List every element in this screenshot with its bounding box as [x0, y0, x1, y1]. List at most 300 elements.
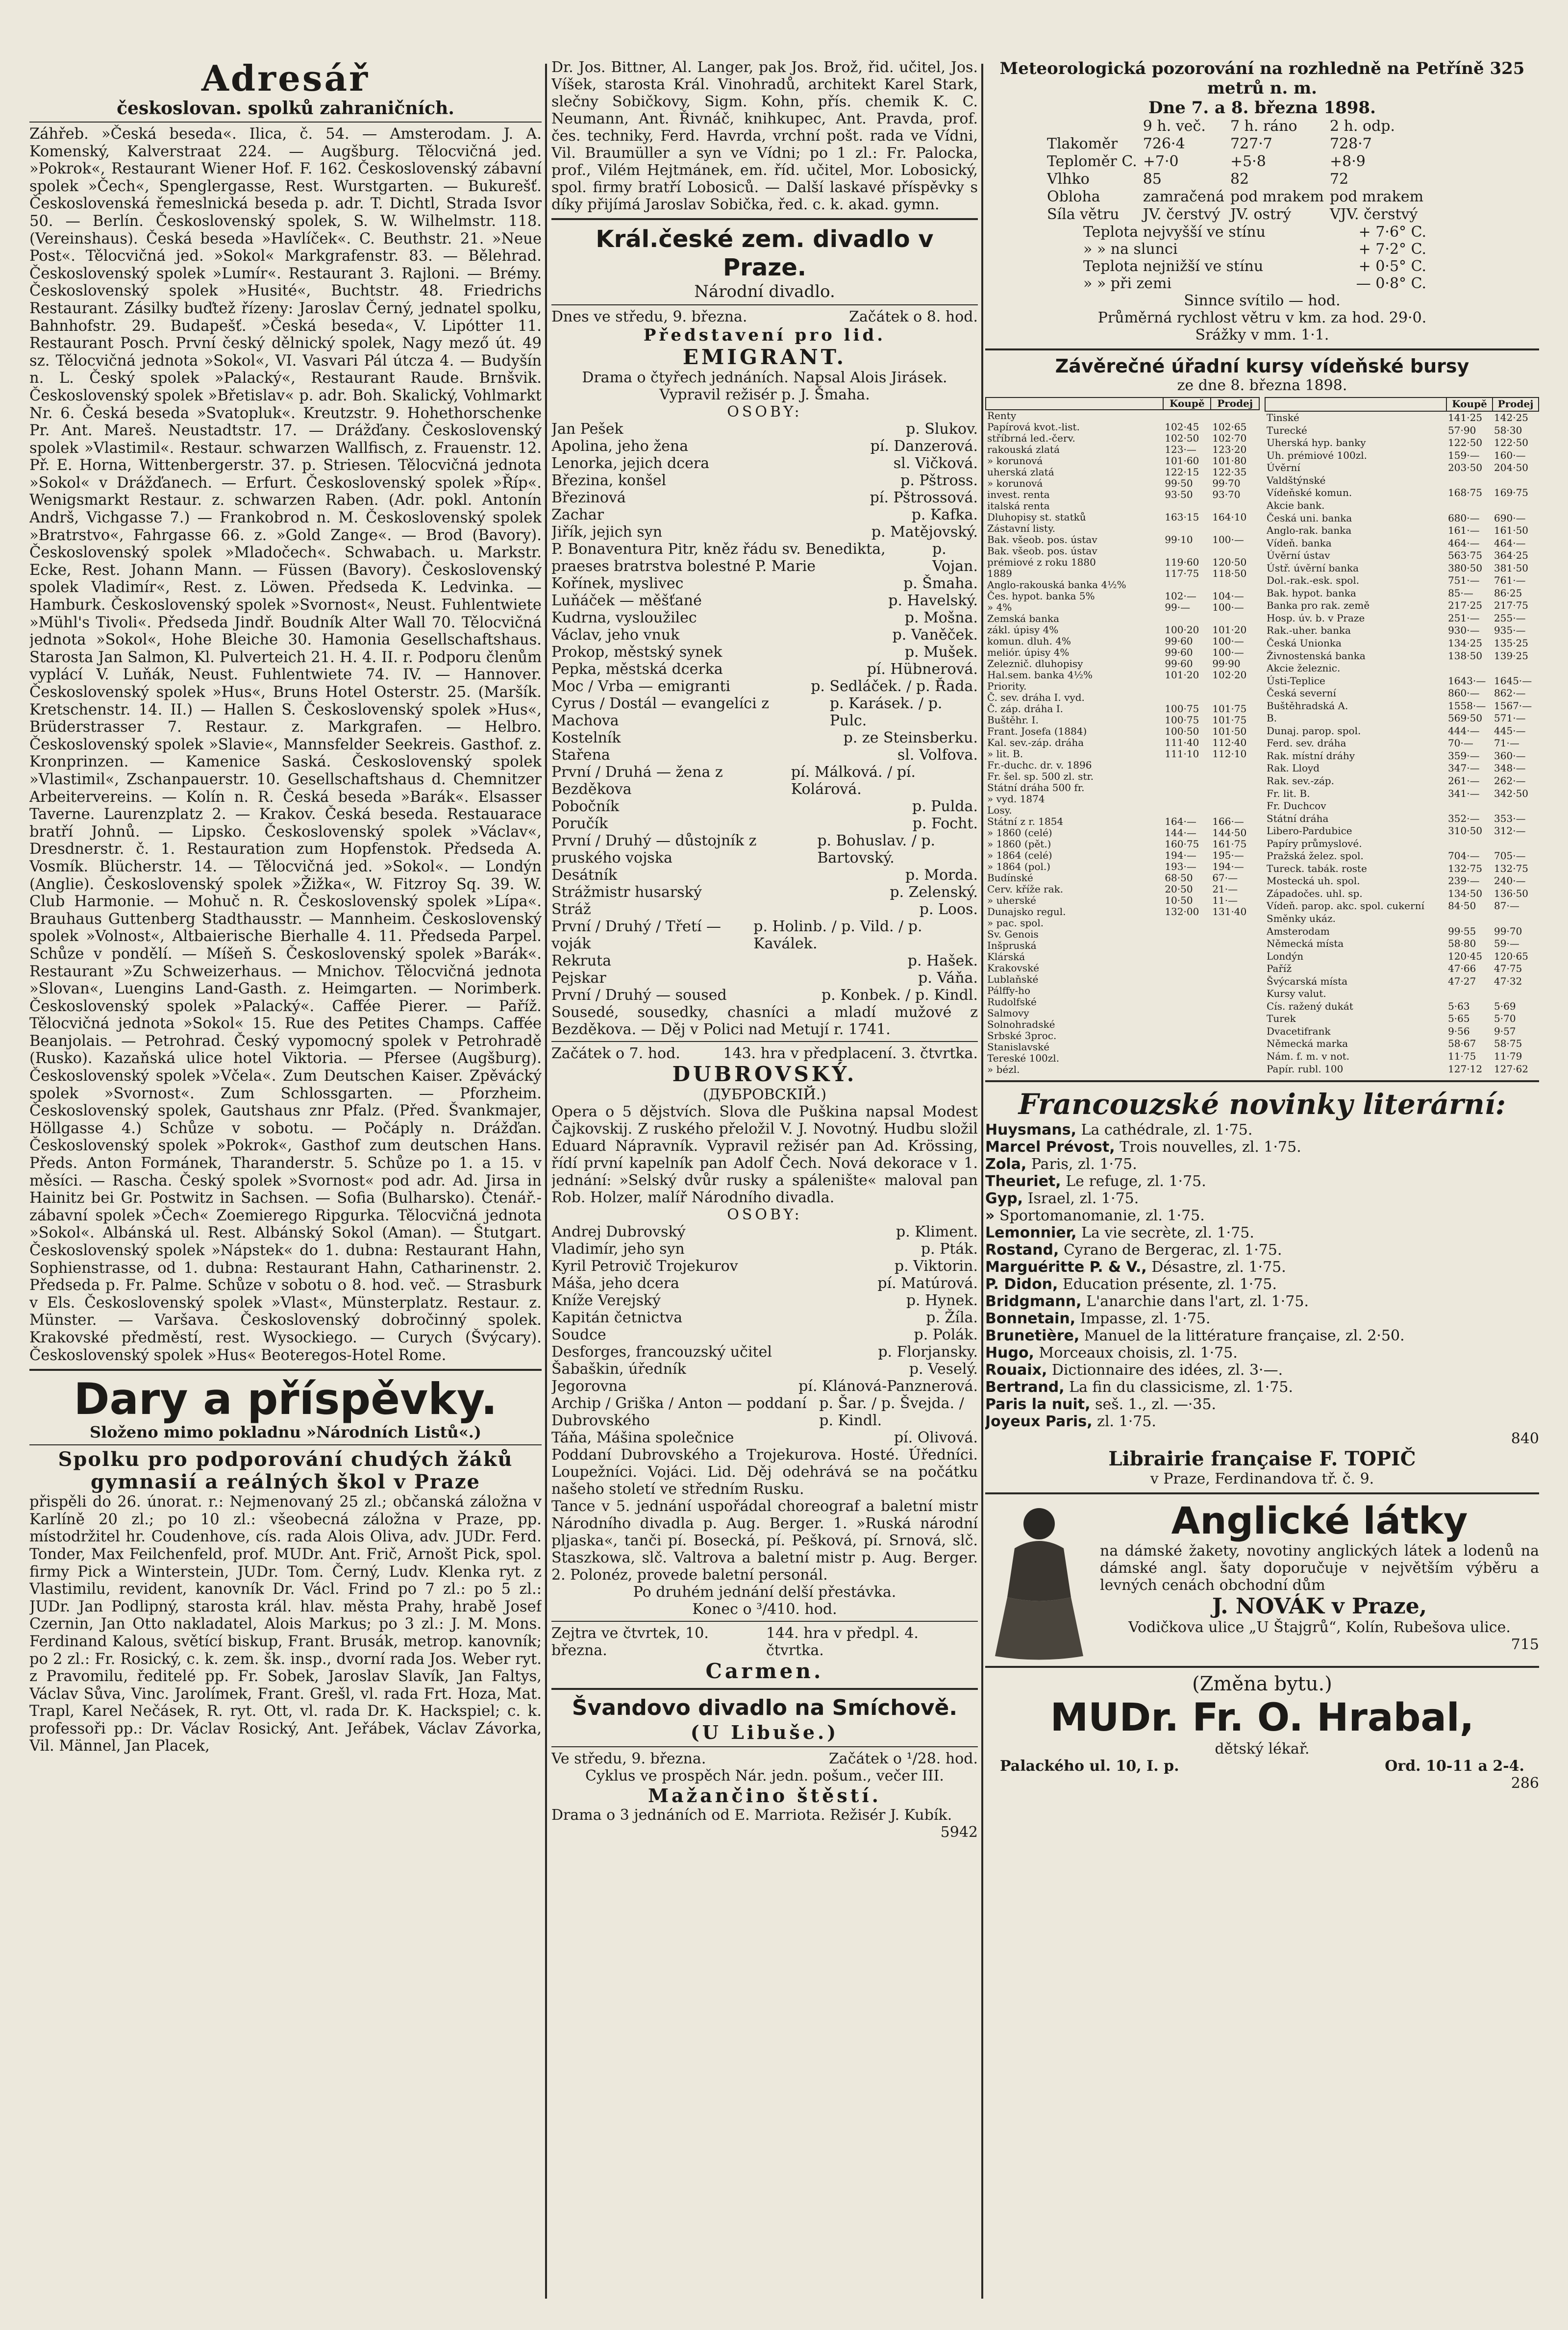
- kurs-row: [986, 467, 1259, 478]
- kurs-cell: 9·57: [1494, 1025, 1516, 1037]
- kurs-cell: [1163, 681, 1211, 692]
- meteo-cell: Teploměr C.: [1047, 153, 1137, 170]
- kurs-cell: [1211, 793, 1259, 805]
- novinky-author: Paris la nuit,: [985, 1396, 1091, 1413]
- kurs-cell: Akcie železnic.: [1267, 662, 1341, 674]
- kurs-cell: 99·90: [1212, 658, 1241, 669]
- novinky-author: Gyp,: [985, 1190, 1023, 1207]
- kurs-row: [1265, 599, 1539, 612]
- smichov-title: Švandovo divadlo na Smíchově.: [572, 1695, 958, 1720]
- kurs-cell: 1645·—: [1494, 674, 1532, 687]
- kurs-cell: 84·50: [1448, 900, 1476, 912]
- kurs-row: [986, 748, 1259, 760]
- kurs-cell: 11·79: [1494, 1050, 1522, 1063]
- kurs-cell: 217·25: [1448, 599, 1483, 612]
- kurs-cell: 99·55: [1448, 925, 1476, 937]
- kurs-cell: 99·60: [1165, 658, 1193, 669]
- kurs-cell: [1211, 917, 1259, 929]
- kurs-cell: Státní z r. 1854: [987, 816, 1064, 827]
- kurs-row: [1265, 875, 1539, 888]
- cast-role: Cyrus / Dostál — evangelíci z Machova: [551, 695, 770, 729]
- kurs-row: [1265, 424, 1539, 437]
- novinky-title-text: Education présente, zl. 1·75.: [1062, 1276, 1277, 1293]
- anglicke-body: na dámské žakety, novotiny anglických látek a lodenů na dámské angl. šaty doporučuje v největším výběru a levných cenách obchodní dům: [1100, 1542, 1539, 1594]
- cast-actor: p. Loos.: [919, 901, 978, 918]
- kurs-cell: Ústř. úvěrní banka: [1267, 562, 1359, 574]
- novinky-title-text: seš. 1., zl. —·35.: [1095, 1396, 1217, 1413]
- cast-role: Luňáček — měšťané: [551, 592, 702, 609]
- kurs-cell: 1567·—: [1494, 699, 1532, 712]
- kurs-cell: Pálffy-ho: [987, 985, 1031, 996]
- kurs-cell: 571·—: [1494, 712, 1526, 724]
- cast-actor: p. Pulda.: [912, 798, 978, 815]
- kurs-cell: Inšpruská: [987, 940, 1037, 951]
- cast-actor: p. ze Steinsberku.: [843, 729, 978, 746]
- kursy-title: Závěrečné úřadní kursy vídeňské bursy: [1055, 355, 1469, 377]
- cast-actor: p. Havelský.: [888, 592, 978, 609]
- cast-row: [551, 1292, 978, 1309]
- kurs-cell: Banka pro rak. země: [1267, 599, 1370, 612]
- cast-role: První / Druhý — důstojník z pruského vojska: [551, 832, 757, 867]
- cast-row: [551, 695, 978, 729]
- novinky-title-text: Impasse, zl. 1·75.: [1080, 1310, 1211, 1327]
- kurs-cell: 251·—: [1448, 612, 1480, 624]
- kurs-row: [1265, 487, 1539, 499]
- novinky-title: Francouzské novinky literární:: [1018, 1088, 1506, 1121]
- kurs-cell: Dluhopisy st. statků: [987, 511, 1086, 523]
- kurs-cell: 5·65: [1448, 1013, 1470, 1025]
- meteo-cell: 72: [1330, 171, 1349, 188]
- kurs-cell: 122·50: [1494, 437, 1529, 449]
- kurs-cell: » vyd. 1874: [987, 793, 1045, 805]
- kurs-row: [1265, 549, 1539, 562]
- kurs-cell: 21·—: [1212, 883, 1238, 895]
- cast-role: Pobočník: [551, 798, 620, 815]
- kurs-cell: [1211, 681, 1259, 692]
- meteo-extra-value: — 0·8° C.: [1356, 275, 1426, 292]
- kurs-cell: Hal.sem. banka 4½%: [987, 669, 1093, 681]
- kurs-cell: Úvěrní ústav: [1267, 549, 1330, 562]
- kurs-cell: [1493, 837, 1539, 850]
- anglicke-firm: J. NOVÁK v Praze,: [1212, 1594, 1427, 1619]
- meteo-extra-label: » » při zemi: [1083, 275, 1172, 292]
- kurs-cell: Rak. Lloyd: [1267, 762, 1320, 774]
- kurs-cell: Zástavní listy.: [987, 522, 1056, 534]
- hrabal-role: dětský lékař.: [1215, 1740, 1310, 1758]
- cast-role: Březina, konšel: [551, 472, 667, 489]
- kurs-cell: [1211, 929, 1259, 940]
- kurs-cell: 134·50: [1448, 887, 1483, 899]
- kurs-cell: 166·—: [1212, 816, 1244, 827]
- cast-actor: p. Focht.: [912, 815, 978, 832]
- kursy-head: Prodej: [1211, 397, 1259, 410]
- cast-row: [551, 832, 978, 867]
- smichov-cyklus: Cyklus ve prospěch Nár. jedn. pošum., večer III.: [585, 1767, 944, 1785]
- kurs-cell: 160·—: [1494, 449, 1526, 461]
- kurs-cell: 239·—: [1448, 875, 1480, 887]
- kurs-row: [1265, 712, 1539, 725]
- hrabal-top: (Změna bytu.): [1192, 1673, 1332, 1695]
- column-1: [29, 59, 542, 2294]
- novinky-author: Theuriet,: [985, 1173, 1061, 1190]
- cast-role: Rekruta: [551, 952, 612, 969]
- kurs-cell: [1446, 474, 1493, 487]
- narodni-konec: Konec o ³/410. hod.: [692, 1601, 837, 1618]
- kurs-row: [1265, 699, 1539, 712]
- kurs-cell: 127·12: [1448, 1063, 1483, 1075]
- divider: [29, 1444, 542, 1445]
- kurs-cell: 194·—: [1212, 861, 1244, 872]
- kurs-row: [1265, 462, 1539, 474]
- divider: [551, 1041, 978, 1042]
- kurs-cell: 5·63: [1448, 1000, 1470, 1012]
- kurs-cell: 132·75: [1448, 862, 1483, 874]
- novinky-author: Joyeux Paris,: [985, 1413, 1093, 1430]
- cast-role: Poručík: [551, 815, 608, 832]
- narodni-subtitle: Národní divadlo.: [694, 282, 835, 301]
- kurs-cell: 135·25: [1494, 637, 1529, 649]
- novinky-title-text: L'anarchie dans l'art, zl. 1·75.: [1086, 1293, 1309, 1310]
- kurs-row: [986, 591, 1259, 602]
- kurs-row: [986, 1019, 1259, 1030]
- cast-row: [551, 815, 978, 832]
- cast-row: [551, 472, 978, 489]
- cast-actor: p. Šmaha.: [903, 575, 978, 592]
- divider: [985, 1666, 1539, 1668]
- cast-actor: p. Kliment.: [896, 1223, 978, 1240]
- kurs-cell: Dunaj. parop. spol.: [1267, 724, 1361, 737]
- novinky-title-text: Dictionnaire des idées, zl. 3·—.: [1051, 1362, 1283, 1379]
- cast-actor: pí. Olivová.: [894, 1429, 978, 1446]
- novinky-author: Huysmans,: [985, 1121, 1076, 1139]
- cast-actor: p. Matějovský.: [871, 523, 978, 541]
- cast-row: [551, 1361, 978, 1378]
- novinky-author: Bonnetain,: [985, 1310, 1076, 1327]
- smichov-desc: Drama o 3 jednáních od E. Marriota. Režisér J. Kubík.: [551, 1807, 952, 1824]
- kurs-cell: 101·75: [1212, 714, 1247, 726]
- kurs-row: [1265, 624, 1539, 637]
- kurs-cell: 117·75: [1165, 568, 1199, 579]
- kurs-cell: Anglo-rak. banka: [1267, 524, 1352, 537]
- cast-row: [551, 969, 978, 987]
- cast-actor: p. Pštross.: [900, 472, 978, 489]
- kurs-cell: » korunová: [987, 455, 1043, 467]
- meteo-extra-value: + 0·5° C.: [1358, 258, 1426, 275]
- meteo-cell: Obloha: [1047, 188, 1100, 205]
- kurs-row: [986, 827, 1259, 839]
- cast-role: Desforges, francouzský učitel: [551, 1343, 772, 1361]
- kurs-cell: Uherská hyp. banky: [1267, 437, 1366, 449]
- kurs-cell: [1446, 800, 1493, 813]
- kurs-cell: [1163, 940, 1211, 951]
- kurs-cell: Úvěrní: [1267, 462, 1300, 474]
- novinky-author: Zola,: [985, 1156, 1027, 1173]
- cast-row: [551, 609, 978, 626]
- kurs-cell: 348·—: [1494, 762, 1526, 774]
- kurs-cell: Paříž: [1267, 963, 1292, 975]
- kurs-cell: Dvacetifrank: [1267, 1025, 1331, 1037]
- kurs-cell: [1211, 1030, 1259, 1041]
- kurs-cell: Bak. všeob. pos. ústav: [987, 534, 1097, 545]
- novinky-title-text: La vie secrète, zl. 1·75.: [1081, 1224, 1254, 1241]
- kurs-cell: 120·45: [1448, 950, 1483, 962]
- novinky-author: Rostand,: [985, 1241, 1059, 1259]
- novinky-addr: v Praze, Ferdinandova tř. č. 9.: [1150, 1470, 1374, 1487]
- kurs-cell: Klárská: [987, 951, 1025, 963]
- kurs-cell: 194·—: [1165, 849, 1196, 861]
- kurs-cell: 99·60: [1165, 635, 1193, 647]
- kurs-cell: 102·65: [1212, 421, 1247, 433]
- kurs-cell: 360·—: [1494, 749, 1526, 762]
- kurs-row: [1265, 837, 1539, 850]
- meteo-cell: VJV. čerstvý: [1330, 206, 1418, 223]
- kurs-cell: » 1860 (pět.): [987, 838, 1051, 850]
- kurs-cell: Směnky ukáz.: [1267, 913, 1336, 925]
- kurs-cell: 217·75: [1494, 599, 1529, 612]
- meteo-cell: pod mrakem: [1230, 188, 1324, 205]
- kurs-cell: Papíry průmyslové.: [1267, 837, 1362, 849]
- kurs-cell: 47·27: [1448, 975, 1476, 987]
- kurs-cell: 100·—: [1212, 646, 1244, 658]
- kurs-cell: 164·—: [1165, 816, 1196, 827]
- meteo-head: 9 h. več.: [1143, 118, 1206, 135]
- kurs-cell: [1493, 662, 1539, 675]
- cast-row: [551, 592, 978, 609]
- novinky-title-text: Paris, zl. 1·75.: [1031, 1156, 1137, 1173]
- kurs-cell: 10·50: [1165, 894, 1193, 906]
- cast-role: Lenorka, jejich dcera: [551, 455, 710, 472]
- novinky-item: [985, 1293, 1539, 1310]
- kursy-head: Koupě: [1163, 397, 1211, 410]
- kurs-row: [1265, 812, 1539, 825]
- kurs-cell: [1163, 760, 1211, 771]
- cast-row: [551, 421, 978, 438]
- kurs-cell: 142·25: [1494, 412, 1529, 424]
- cast-actor: p. Mušek.: [904, 644, 978, 661]
- kurs-row: [1265, 574, 1539, 587]
- kurs-cell: 1558·—: [1448, 699, 1486, 712]
- kurs-cell: Švýcarská místa: [1267, 975, 1348, 987]
- kurs-cell: 9·56: [1448, 1025, 1470, 1037]
- cast-role: Soudce: [551, 1326, 606, 1343]
- divider: [985, 1080, 1539, 1082]
- cast-actor: p. Pták.: [921, 1240, 978, 1258]
- novinky-item: [985, 1413, 1539, 1430]
- kurs-cell: Živnostenská banka: [1267, 649, 1366, 662]
- kurs-cell: Česká uni. banka: [1267, 512, 1352, 524]
- kurs-row: [986, 771, 1259, 782]
- kurs-cell: [1163, 692, 1211, 703]
- kurs-row: [986, 557, 1259, 568]
- cast-role: První / Druhý / Třetí — voják: [551, 918, 722, 952]
- meteo-dates: Dne 7. a 8. března 1898.: [1148, 98, 1376, 118]
- kurs-cell: 1889: [987, 568, 1012, 579]
- cast-role: Moc / Vrba — emigranti: [551, 678, 731, 695]
- kurs-cell: [1493, 499, 1539, 512]
- narodni-start2: Začátek o 7. hod.: [551, 1045, 680, 1062]
- cast-row: [551, 1240, 978, 1258]
- kurs-cell: » korunová: [987, 477, 1043, 489]
- kursy-right-table: [1265, 397, 1539, 1075]
- smichov-date: Ve středu, 9. března.: [551, 1750, 706, 1767]
- kurs-cell: meliór. úpisy 4%: [987, 646, 1070, 658]
- kursy-tables: [985, 397, 1539, 1075]
- meteo-cell: +7·0: [1143, 153, 1179, 170]
- kurs-cell: 100·—: [1212, 534, 1244, 545]
- kurs-cell: [1446, 913, 1493, 925]
- divider: [985, 348, 1539, 350]
- column-rule: [545, 64, 547, 2299]
- kurs-row: [1265, 637, 1539, 650]
- meteo-row: [1044, 188, 1426, 206]
- cast-row: [551, 729, 978, 746]
- kurs-row: [1265, 1000, 1539, 1013]
- cast-actor: p. Žíla.: [926, 1309, 978, 1326]
- kurs-row: [1265, 888, 1539, 900]
- cast-row: [551, 918, 978, 952]
- cast-actor: p. Holinb. / p. Vild. / p. Kaválek.: [753, 918, 922, 952]
- cast-actor: p. Florjansky.: [878, 1343, 978, 1361]
- novinky-item: [985, 1276, 1539, 1293]
- kurs-cell: 168·75: [1448, 487, 1483, 499]
- kurs-cell: 5·70: [1494, 1013, 1516, 1025]
- kurs-cell: Cís. ražený dukát: [1267, 1000, 1353, 1012]
- kurs-cell: 101·20: [1212, 624, 1247, 636]
- kurs-row: [1265, 787, 1539, 800]
- cast-role: Jiřík, jejich syn: [551, 523, 663, 541]
- kurs-cell: Ústi-Teplice: [1267, 674, 1325, 687]
- cast-actor: p. Vaněček.: [892, 626, 978, 644]
- cast-row: [551, 455, 978, 472]
- cast-role: Václav, jeho vnuk: [551, 626, 680, 644]
- novinky-item: [985, 1396, 1539, 1413]
- kurs-cell: 138·50: [1448, 649, 1483, 662]
- kurs-cell: Budínské: [987, 872, 1033, 884]
- kurs-row: [986, 929, 1259, 940]
- cast-row: [551, 1275, 978, 1292]
- kurs-cell: 5·69: [1494, 1000, 1516, 1012]
- kurs-cell: Německá místa: [1267, 938, 1344, 950]
- kurs-cell: [1163, 782, 1211, 793]
- kurs-row: [986, 681, 1259, 692]
- kurs-cell: 704·—: [1448, 850, 1480, 862]
- kurs-row: [1265, 449, 1539, 462]
- meteo-extra-label: Teplota nejvyšší ve stínu: [1083, 223, 1266, 241]
- kurs-cell: 860·—: [1448, 687, 1480, 699]
- cast-actor: p. Mošna.: [904, 609, 978, 626]
- kurs-cell: 705·—: [1494, 850, 1526, 862]
- kurs-cell: » 1864 (celé): [987, 849, 1052, 861]
- cast-row: [551, 1326, 978, 1343]
- cast-row: [551, 1223, 978, 1240]
- kurs-row: [986, 715, 1259, 726]
- cast-actor: pí. Matúrová.: [877, 1275, 978, 1292]
- cast-actor: pí. Málková. / pí. Kolárová.: [791, 764, 916, 798]
- kurs-cell: Stanislavské: [987, 1041, 1050, 1053]
- kurs-row: [1265, 913, 1539, 925]
- kurs-cell: 100·75: [1165, 714, 1199, 726]
- kurs-row: [1265, 1063, 1539, 1075]
- kurs-cell: 132·00: [1165, 906, 1199, 917]
- kurs-cell: 690·—: [1494, 512, 1526, 524]
- kurs-cell: [1163, 523, 1211, 534]
- kurs-cell: Srbské 3proc.: [987, 1030, 1057, 1041]
- narodni-play2: DUBROVSKÝ.: [672, 1062, 857, 1086]
- kurs-row: [1265, 1038, 1539, 1050]
- kurs-cell: [1211, 410, 1259, 421]
- kurs-cell: [1211, 579, 1259, 591]
- novinky-title-text: Israel, zl. 1·75.: [1027, 1190, 1139, 1207]
- kurs-cell: Mostecká uh. spol.: [1267, 875, 1360, 887]
- novinky-item: [985, 1259, 1539, 1276]
- kurs-row: [986, 861, 1259, 872]
- kurs-cell: 445·—: [1494, 724, 1526, 737]
- kurs-cell: [1163, 579, 1211, 591]
- kurs-cell: 131·40: [1212, 906, 1247, 917]
- kurs-cell: Solnohradské: [987, 1018, 1055, 1030]
- novinky-num: 840: [1511, 1430, 1539, 1447]
- kurs-cell: Rak. sev.-záp.: [1267, 775, 1335, 787]
- kurs-cell: 680·—: [1448, 512, 1480, 524]
- kurs-cell: 364·25: [1494, 549, 1529, 562]
- kurs-row: [986, 1064, 1259, 1075]
- kurs-row: [986, 444, 1259, 455]
- kurs-cell: [1211, 523, 1259, 534]
- cast-row: [551, 952, 978, 969]
- narodni-play2-ru: (ДУБРОВСКІЙ.): [702, 1086, 827, 1103]
- kurs-row: [1265, 537, 1539, 549]
- divider: [551, 1746, 978, 1747]
- kurs-cell: 160·75: [1165, 838, 1199, 850]
- kurs-row: [1265, 1013, 1539, 1025]
- kurs-row: [986, 692, 1259, 703]
- narodni-zitra-hra: 144. hra v předpl. 4. čtvrtka.: [766, 1625, 919, 1659]
- kurs-cell: 193·—: [1165, 861, 1196, 872]
- kurs-cell: [1211, 613, 1259, 624]
- novinky-item: [985, 1139, 1539, 1156]
- meteo-cell: +8·9: [1330, 153, 1366, 170]
- kurs-cell: [1211, 771, 1259, 782]
- kurs-row: [986, 647, 1259, 658]
- kurs-cell: 261·—: [1448, 775, 1480, 787]
- meteo-cell: JV. čerstvý: [1143, 206, 1220, 223]
- kurs-cell: 262·—: [1494, 775, 1526, 787]
- kurs-cell: [1163, 917, 1211, 929]
- novinky-author: Lemonnier,: [985, 1224, 1077, 1241]
- kurs-cell: » 4%: [987, 601, 1012, 613]
- kurs-row: [986, 500, 1259, 512]
- meteo-cell: 728·7: [1330, 135, 1372, 152]
- cast-actor: sl. Vičková.: [893, 455, 978, 472]
- divider: [551, 1621, 978, 1622]
- kurs-cell: 112·40: [1212, 737, 1247, 748]
- kurs-cell: 120·50: [1212, 556, 1247, 568]
- kurs-row: [986, 534, 1259, 545]
- kurs-cell: 99·70: [1212, 477, 1241, 489]
- kurs-cell: Cerv. kříže rak.: [987, 883, 1064, 895]
- kurs-cell: 11·—: [1212, 894, 1238, 906]
- kurs-cell: invest. renta: [987, 489, 1050, 500]
- kurs-cell: Libero-Pardubice: [1267, 825, 1352, 837]
- cast-role: Zachar: [551, 506, 604, 523]
- kurs-cell: [1163, 1041, 1211, 1053]
- meteo-head: 7 h. ráno: [1230, 118, 1297, 135]
- dary-subtitle: Složeno mimo pokladnu »Národních Listů«.): [90, 1423, 481, 1442]
- kurs-row: [986, 579, 1259, 591]
- cast-role: Kapitán četnictva: [551, 1309, 683, 1326]
- cast-actor: p. Sedláček. / p. Řada.: [811, 678, 978, 695]
- kurs-row: [1265, 938, 1539, 950]
